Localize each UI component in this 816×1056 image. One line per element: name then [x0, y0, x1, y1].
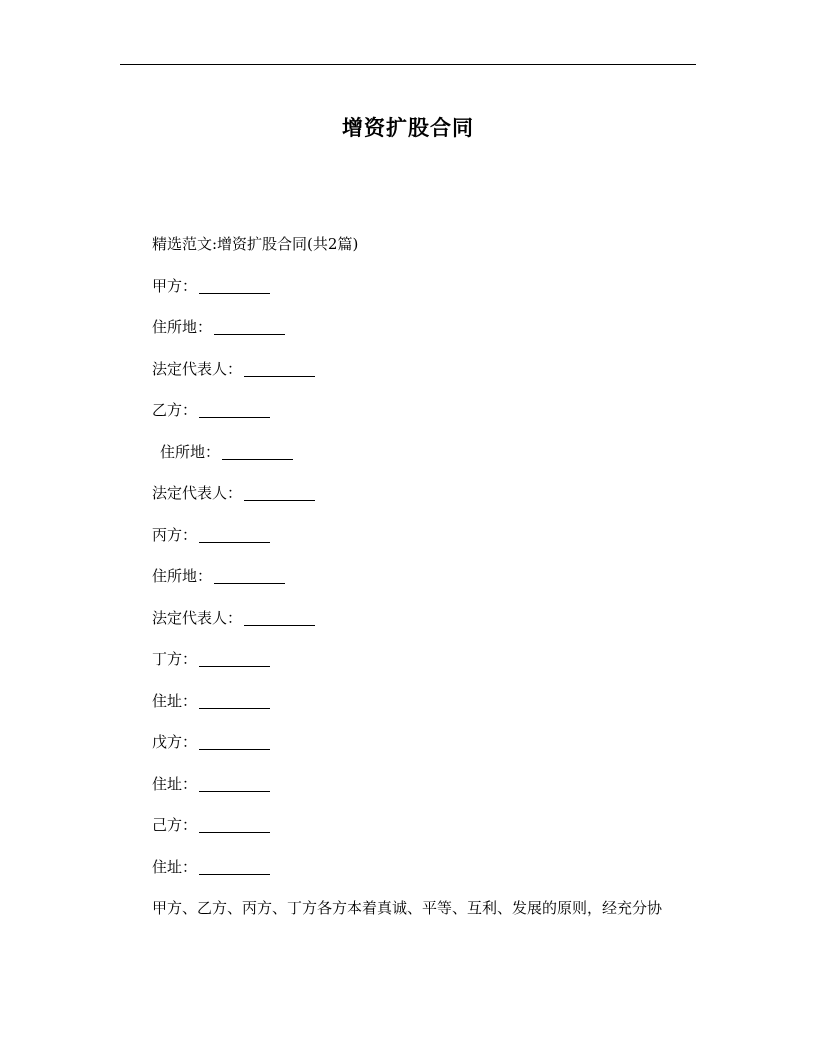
- fill-blank: [214, 569, 285, 584]
- field-representative-a: [152, 359, 315, 379]
- fill-blank: [199, 279, 270, 294]
- field-label: 甲方：: [152, 277, 198, 295]
- field-label: 住址：: [152, 858, 198, 876]
- body-paragraph: 甲方、乙方、丙方、丁方各方本着真诚、平等、互利、发展的原则，经充分协: [152, 899, 663, 917]
- field-label: 戊方：: [152, 733, 198, 751]
- header-rule: [120, 64, 696, 65]
- fill-blank: [214, 320, 285, 335]
- intro-line: [152, 234, 358, 254]
- fill-blank: [244, 486, 315, 501]
- field-label: 住址：: [152, 775, 198, 793]
- field-representative-c: [152, 608, 315, 628]
- field-label: 乙方：: [152, 401, 198, 419]
- field-party-f: [152, 815, 270, 835]
- fill-blank: [222, 445, 293, 460]
- field-label: 住所地：: [160, 443, 221, 461]
- fill-blank: [199, 777, 270, 792]
- fill-blank: [199, 860, 270, 875]
- field-address-a: [152, 317, 285, 337]
- field-address-c: [152, 566, 285, 586]
- fill-blank: [199, 735, 270, 750]
- field-label: 丙方：: [152, 526, 198, 544]
- intro-text: 精选范文:增资扩股合同(共2篇): [152, 235, 359, 253]
- field-party-e: [152, 732, 270, 752]
- field-party-c: [152, 525, 270, 545]
- field-label: 己方：: [152, 816, 198, 834]
- fill-blank: [199, 528, 270, 543]
- document-title: 增资扩股合同: [342, 115, 474, 140]
- field-label: 法定代表人：: [152, 360, 243, 378]
- field-address-d: [152, 691, 270, 711]
- field-label: 法定代表人：: [152, 484, 243, 502]
- fill-blank: [199, 652, 270, 667]
- field-party-d: [152, 649, 270, 669]
- field-label: 住所地：: [152, 318, 213, 336]
- field-label: 法定代表人：: [152, 609, 243, 627]
- field-address-f: [152, 857, 270, 877]
- field-label: 住址：: [152, 692, 198, 710]
- field-label: 住所地：: [152, 567, 213, 585]
- fill-blank: [244, 362, 315, 377]
- field-address-e: [152, 774, 270, 794]
- field-representative-b: [152, 483, 315, 503]
- fill-blank: [199, 694, 270, 709]
- field-party-b: [152, 400, 270, 420]
- field-label: 丁方：: [152, 650, 198, 668]
- fill-blank: [199, 818, 270, 833]
- field-party-a: [152, 276, 270, 296]
- field-address-b: [160, 442, 293, 462]
- fill-blank: [199, 403, 270, 418]
- fill-blank: [244, 611, 315, 626]
